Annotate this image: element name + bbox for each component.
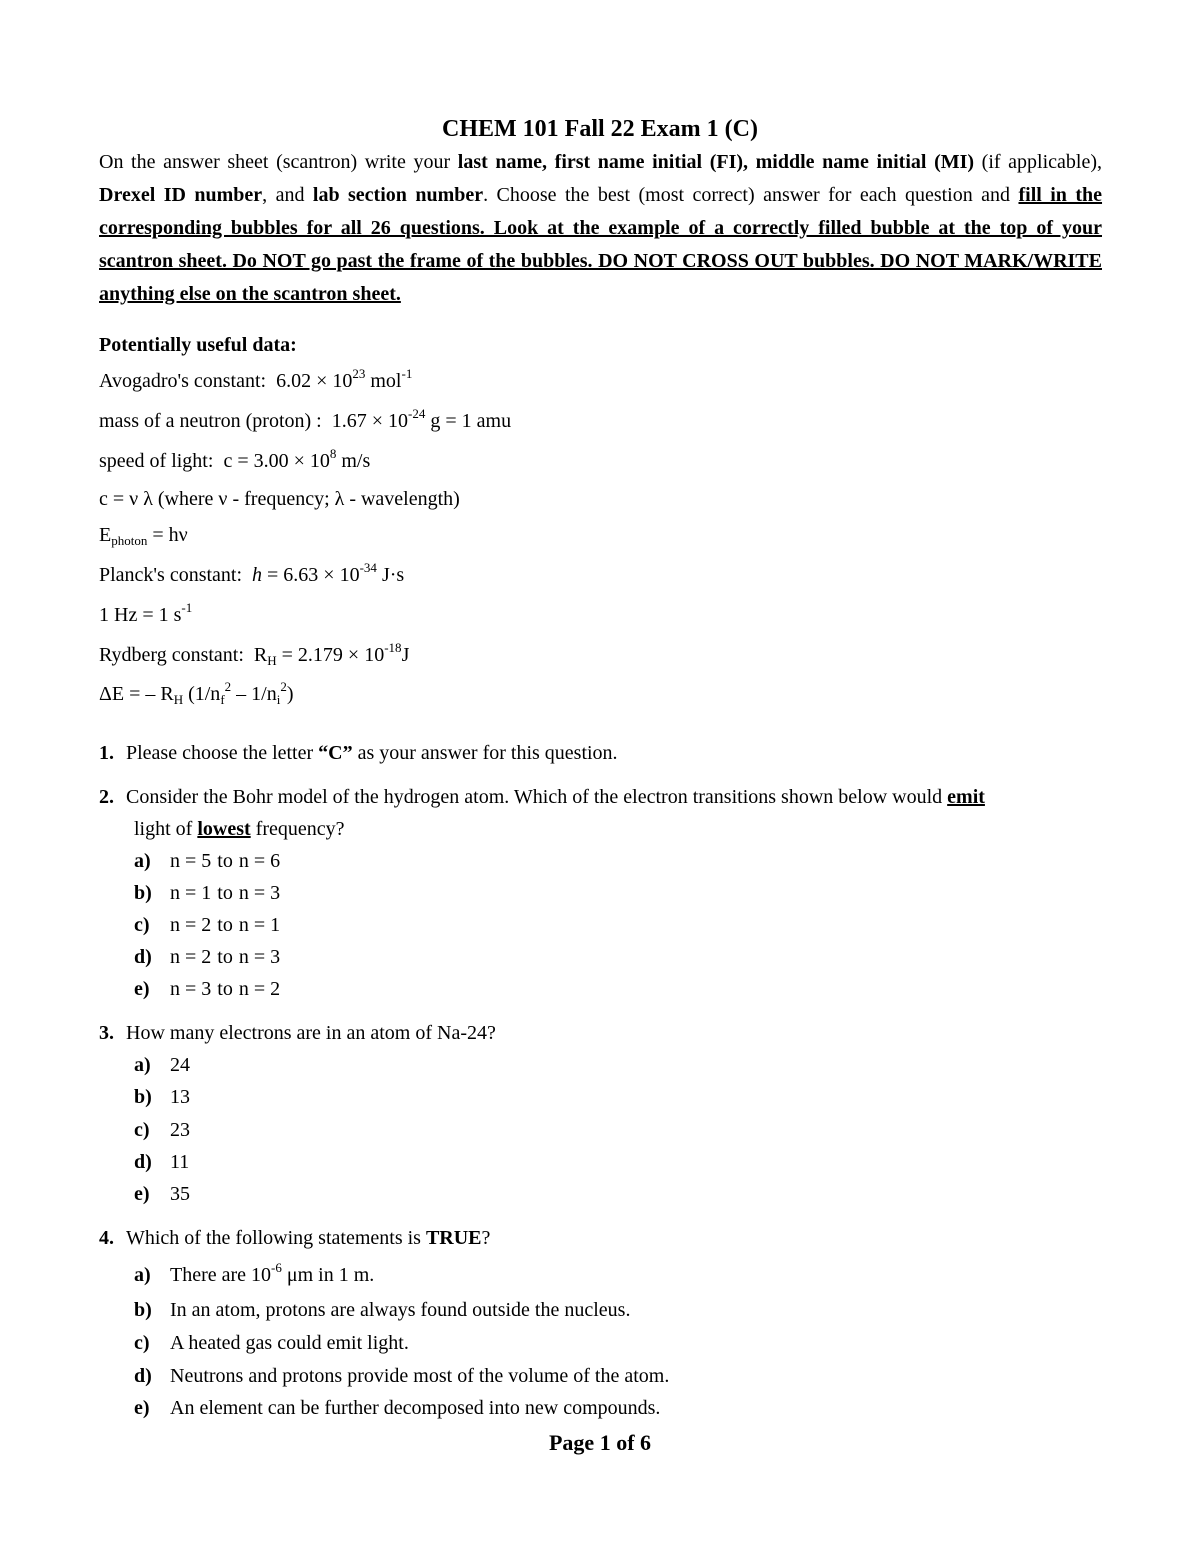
- option-letter: b): [134, 1299, 152, 1321]
- option-text: There are 10: [170, 1264, 272, 1286]
- option-4a: [134, 1260, 375, 1287]
- instr-bold-section: lab section number: [312, 184, 484, 206]
- deltae-sub-i: i: [276, 692, 281, 707]
- deltae-b: (1/n: [183, 683, 221, 705]
- rydberg-label: Rydberg constant:: [99, 644, 244, 666]
- planck-exp: -34: [359, 560, 377, 575]
- rydberg-r: R: [253, 644, 268, 666]
- light-exp: 8: [329, 446, 337, 461]
- transition-to-word: to: [217, 850, 233, 872]
- const-hz: [99, 600, 193, 627]
- option-letter: e): [134, 978, 150, 1000]
- option-3d: [134, 1151, 189, 1174]
- transition-from: n = 3: [170, 978, 212, 1000]
- neutron-unit: g = 1 amu: [425, 410, 512, 432]
- option-text: 23: [170, 1119, 190, 1141]
- transition-from: n = 2: [170, 946, 212, 968]
- option-letter: d): [134, 1365, 152, 1387]
- neutron-label: mass of a neutron (proton) :: [99, 410, 322, 432]
- const-wave: c = ν λ (where ν - frequency; λ - wavelength): [99, 488, 460, 510]
- deltae-sub-h: H: [173, 692, 184, 707]
- option-2b: [134, 882, 280, 905]
- option-letter: c): [134, 1119, 150, 1141]
- option-letter: a): [134, 1054, 151, 1076]
- option-text-end: μm in 1 m.: [281, 1264, 375, 1286]
- const-photon: [99, 524, 188, 547]
- transition-target: n = 1: [238, 914, 281, 936]
- question-emphasis: emit: [947, 786, 985, 808]
- option-3c: [134, 1119, 190, 1142]
- option-text: An element can be further decomposed into new compounds.: [170, 1397, 661, 1419]
- option-letter: b): [134, 882, 152, 904]
- option-4b: [134, 1299, 630, 1322]
- planck-value: = 6.63 × 10: [262, 564, 360, 586]
- option-letter: a): [134, 850, 151, 872]
- planck-unit: J·s: [376, 564, 405, 586]
- question-text-end: as your answer for this question.: [352, 742, 618, 764]
- instructions: [99, 146, 1102, 311]
- transition-to-word: to: [217, 978, 233, 1000]
- option-2a: [134, 850, 280, 873]
- planck-h: h: [252, 564, 263, 586]
- transition-target: n = 2: [238, 978, 281, 1000]
- option-text: 13: [170, 1086, 190, 1108]
- page-title: CHEM 101 Fall 22 Exam 1 (C): [442, 116, 758, 142]
- planck-label: Planck's constant:: [99, 564, 243, 586]
- option-letter: c): [134, 1332, 150, 1354]
- option-4c: [134, 1332, 409, 1355]
- option-text: A heated gas could emit light.: [170, 1332, 409, 1354]
- transition-to-word: to: [217, 946, 233, 968]
- option-3a: [134, 1054, 190, 1077]
- question-2: [99, 786, 985, 809]
- neutron-exp: -24: [408, 406, 426, 421]
- option-text: In an atom, protons are always found outside the nucleus.: [170, 1299, 631, 1321]
- option-letter: b): [134, 1086, 152, 1108]
- instr-text-4: . Choose the best (most correct) answer for each question and: [483, 184, 1011, 206]
- question-number: 2.: [99, 786, 114, 808]
- option-3e: [134, 1183, 190, 1206]
- question-text: How many electrons are in an atom of Na-24?: [126, 1022, 496, 1044]
- transition-target: n = 3: [238, 946, 281, 968]
- question-2-cont: [134, 818, 345, 841]
- const-delta-e: [99, 679, 294, 707]
- question-text: Please choose the letter: [126, 742, 319, 764]
- question-number: 1.: [99, 742, 114, 764]
- const-light: [99, 446, 371, 473]
- rydberg-sub: H: [267, 653, 277, 668]
- const-planck: [99, 560, 405, 587]
- const-rydberg: [99, 640, 410, 668]
- photon-sub: photon: [111, 533, 148, 548]
- question-number: 4.: [99, 1227, 114, 1249]
- option-2c: [134, 914, 280, 937]
- light-value: c = 3.00 × 10: [223, 450, 330, 472]
- question-number: 3.: [99, 1022, 114, 1044]
- deltae-c: – 1/n: [231, 683, 277, 705]
- deltae-sub-f: f: [220, 692, 225, 707]
- option-2e: [134, 978, 280, 1001]
- transition-target: n = 3: [238, 882, 281, 904]
- question-text: light of: [134, 818, 198, 840]
- option-text: 24: [170, 1054, 190, 1076]
- const-avogadro: [99, 366, 413, 393]
- transition-to-word: to: [217, 914, 233, 936]
- option-letter: a): [134, 1264, 151, 1286]
- avogadro-unit-exp: -1: [401, 366, 413, 381]
- instr-text-3: , and: [262, 184, 305, 206]
- question-1: [99, 742, 618, 765]
- option-letter: c): [134, 914, 150, 936]
- option-letter: e): [134, 1183, 150, 1205]
- deltae-sup-b: 2: [280, 679, 287, 694]
- question-emphasis: lowest: [197, 818, 251, 840]
- deltae-sup-a: 2: [224, 679, 232, 694]
- option-4e: [134, 1397, 660, 1420]
- light-label: speed of light:: [99, 450, 214, 472]
- option-3b: [134, 1086, 190, 1109]
- neutron-value: 1.67 × 10: [331, 410, 409, 432]
- question-3: [99, 1022, 496, 1045]
- option-4d: [134, 1365, 669, 1388]
- instr-text-1: On the answer sheet (scantron) write your: [99, 151, 451, 173]
- instr-underlined-rules: fill in the corresponding bubbles for all 26 questions. Look at the example of a correctly filled bubble at the top of your scantron sheet. Do NOT go past the frame of the bubbles. DO NOT CROSS OUT bubbles. DO NOT MARK/WRITE anything else on the scantron sheet.: [99, 184, 1103, 305]
- hz-value: 1 Hz = 1 s: [99, 604, 182, 626]
- transition-target: n = 6: [238, 850, 281, 872]
- option-letter: e): [134, 1397, 150, 1419]
- rydberg-exp: -18: [384, 640, 402, 655]
- transition-from: n = 5: [170, 850, 212, 872]
- const-neutron: [99, 406, 512, 433]
- question-4: [99, 1227, 490, 1250]
- question-text: Consider the Bohr model of the hydrogen atom. Which of the electron transitions shown below would: [126, 786, 948, 808]
- instr-bold-names: last name, first name initial (FI), middle name initial (MI): [457, 151, 975, 173]
- option-text: 11: [170, 1151, 190, 1173]
- instr-text-2: (if applicable),: [981, 151, 1103, 173]
- avogadro-label: Avogadro's constant:: [99, 370, 267, 392]
- transition-to-word: to: [217, 882, 233, 904]
- light-unit: m/s: [336, 450, 371, 472]
- instr-bold-id: Drexel ID number: [99, 184, 263, 206]
- question-text: Which of the following statements is: [126, 1227, 426, 1249]
- option-text: Neutrons and protons provide most of the volume of the atom.: [170, 1365, 670, 1387]
- option-letter: d): [134, 1151, 152, 1173]
- transition-from: n = 1: [170, 882, 212, 904]
- avogadro-value: 6.02 × 10: [276, 370, 353, 392]
- rydberg-unit: J: [401, 644, 410, 666]
- question-bold: TRUE: [425, 1227, 482, 1249]
- photon-e: E: [99, 524, 112, 546]
- transition-from: n = 2: [170, 914, 212, 936]
- question-bold: “C”: [318, 742, 353, 764]
- photon-rest: = hν: [147, 524, 188, 546]
- deltae-a: ΔE = – R: [99, 683, 174, 705]
- option-letter: d): [134, 946, 152, 968]
- option-exp: -6: [271, 1260, 282, 1275]
- avogadro-unit: mol: [365, 370, 402, 392]
- page-footer: Page 1 of 6: [548, 1430, 652, 1455]
- question-text-end: ?: [481, 1227, 491, 1249]
- deltae-d: ): [286, 683, 294, 705]
- avogadro-exp: 23: [352, 366, 366, 381]
- rydberg-value: = 2.179 × 10: [276, 644, 385, 666]
- option-text: 35: [170, 1183, 190, 1205]
- option-2d: [134, 946, 280, 969]
- question-text-end: frequency?: [250, 818, 345, 840]
- hz-exp: -1: [181, 600, 193, 615]
- data-heading: Potentially useful data:: [99, 334, 297, 356]
